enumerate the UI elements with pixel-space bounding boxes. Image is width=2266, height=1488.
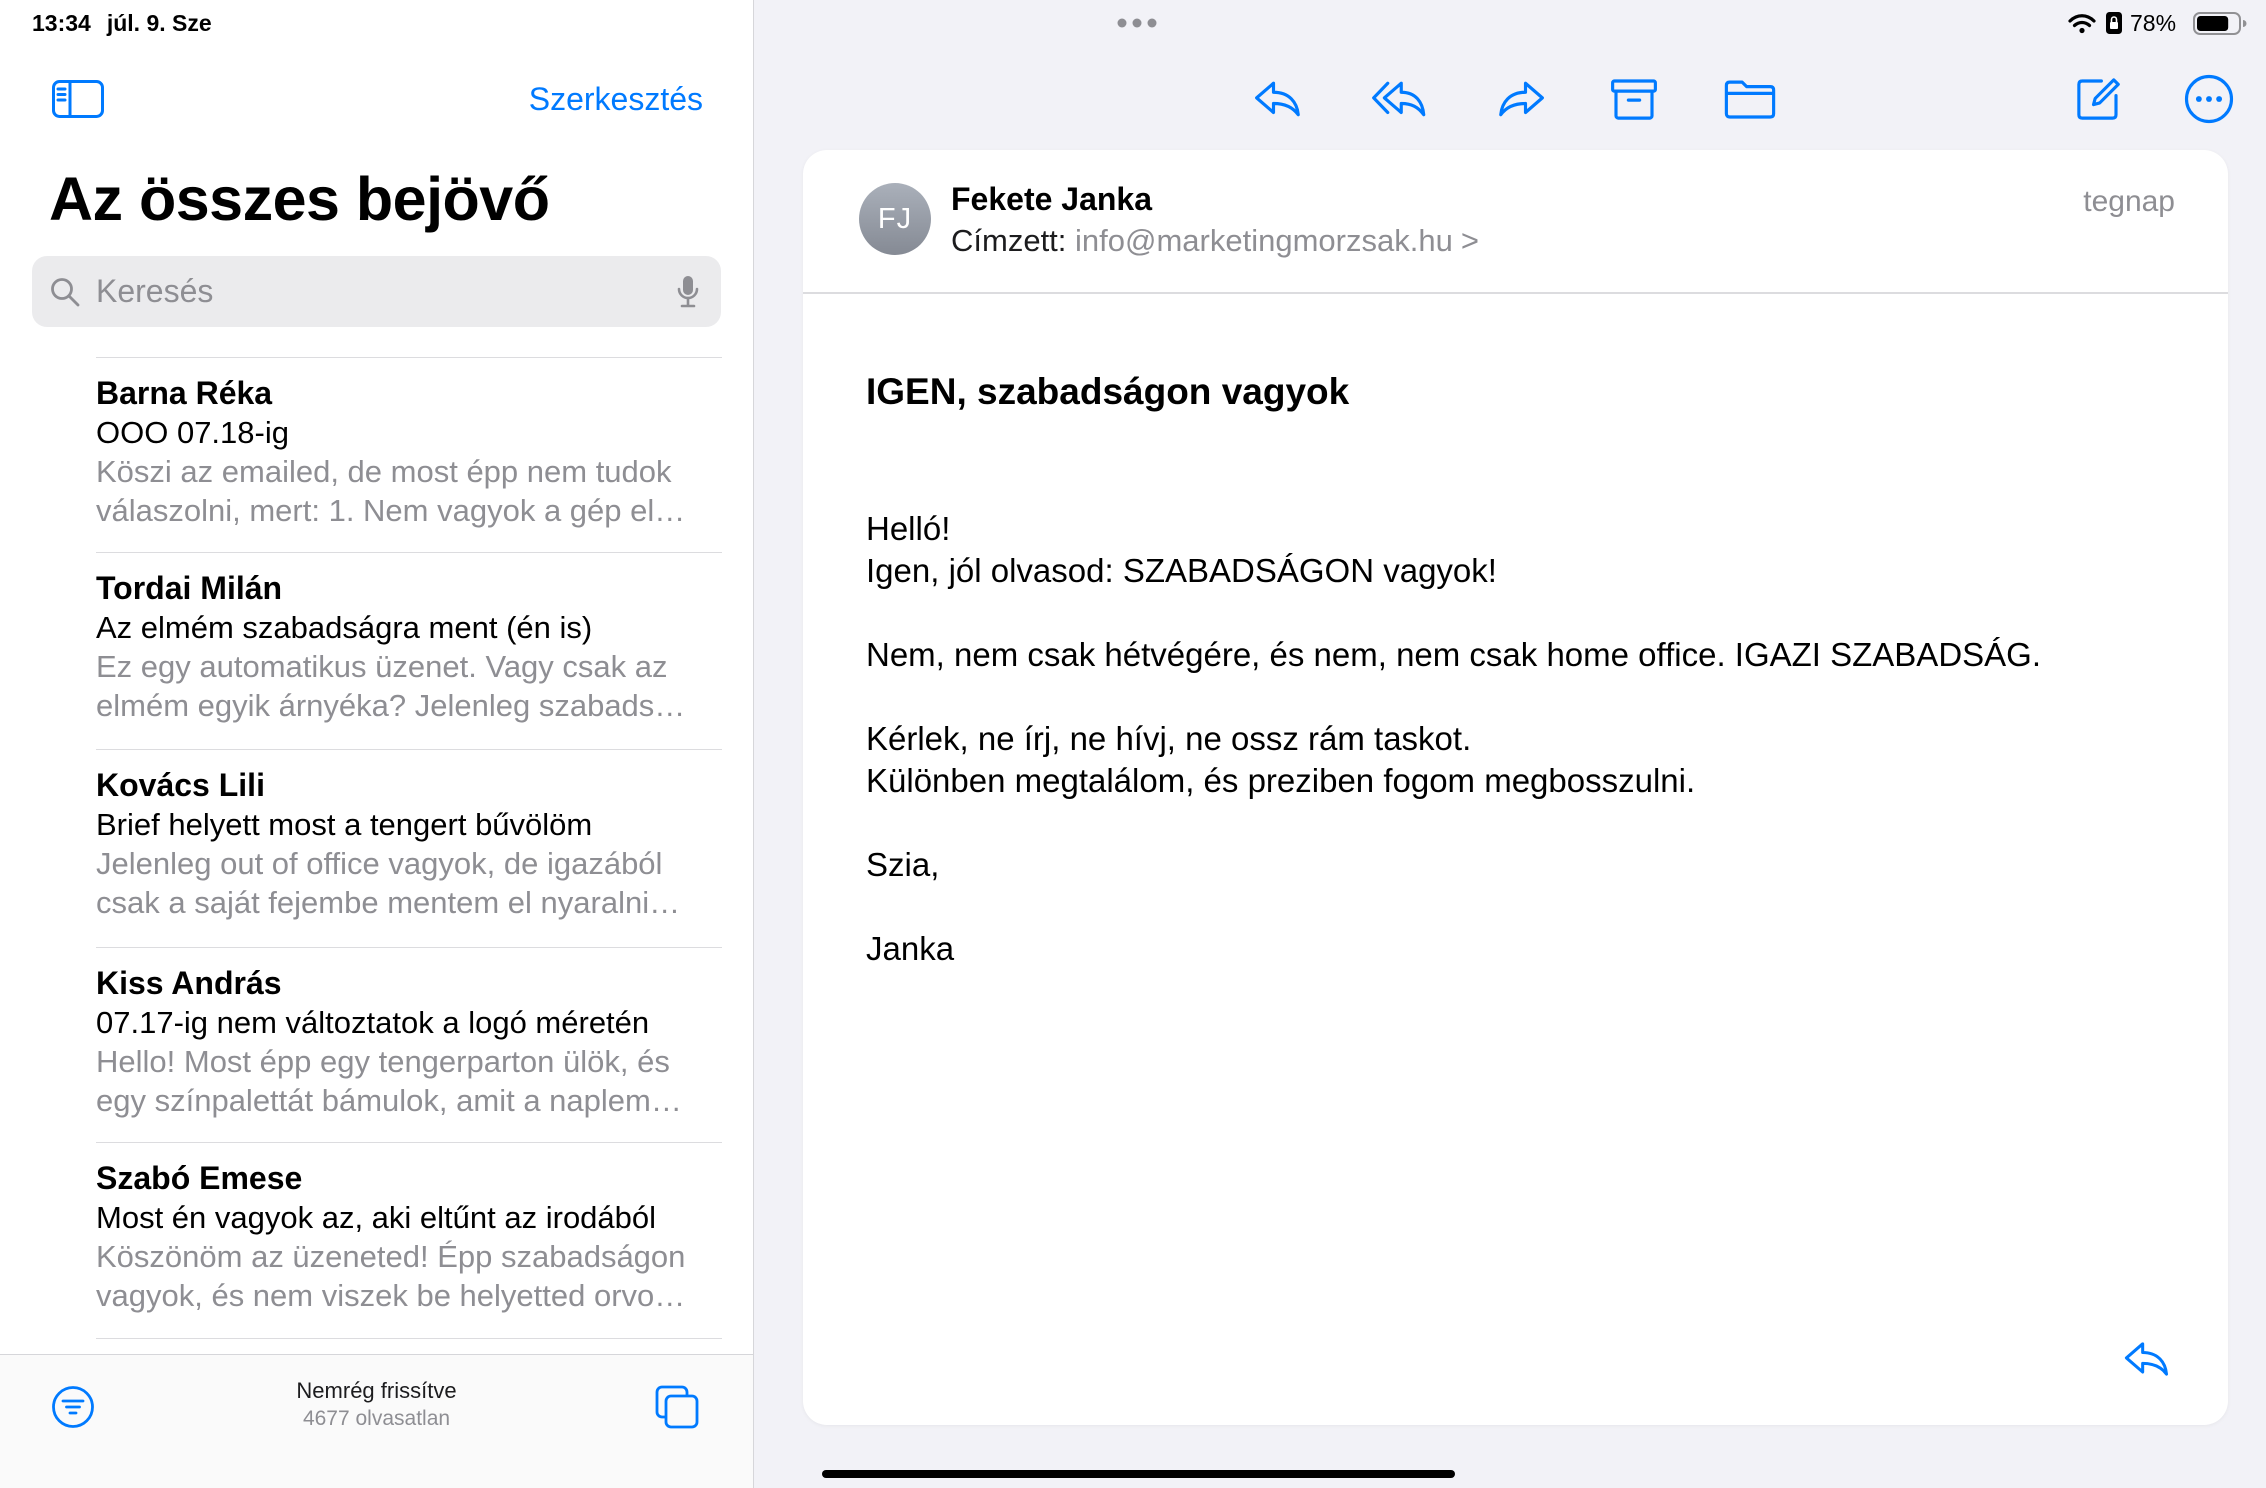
message-preview-line: Jelenleg out of office vagyok, de igazából	[96, 846, 663, 881]
reply-icon	[2121, 1333, 2173, 1385]
body-paragraph	[866, 634, 2186, 676]
reply-all-icon	[1372, 72, 1426, 126]
compose-icon	[2071, 72, 2125, 126]
message-preview-line: csak a saját fejembe mentem el nyaralni…	[96, 885, 681, 920]
orientation-lock-icon	[2105, 11, 2123, 35]
recipient-label: Címzett:	[951, 223, 1067, 258]
folder-icon	[1723, 72, 1777, 126]
mailbox-sidebar	[0, 0, 754, 1488]
message-list-item[interactable]	[96, 749, 722, 944]
message-list-item[interactable]	[96, 552, 722, 747]
status-date: júl. 9. Sze	[106, 10, 212, 36]
message-subject: Az elmém szabadságra ment (én is)	[96, 610, 593, 645]
message-date: tegnap	[2083, 185, 2175, 218]
search-placeholder: Keresés	[96, 273, 214, 309]
status-time: 13:34	[32, 10, 91, 36]
body-paragraph	[866, 718, 2186, 802]
body-paragraph	[866, 844, 2186, 886]
battery-percentage: 78%	[2130, 10, 2177, 36]
home-indicator[interactable]	[822, 1470, 1455, 1478]
compose-button[interactable]	[2071, 72, 2125, 126]
status-time-date	[32, 8, 212, 38]
more-actions-button[interactable]	[2182, 72, 2236, 126]
recipient-chevron[interactable]: >	[1460, 223, 1479, 258]
archive-button[interactable]	[1607, 72, 1661, 126]
sender-name[interactable]: Fekete Janka	[951, 181, 1153, 217]
body-line: Helló!	[866, 510, 951, 547]
message-subject: 07.17-ig nem változtatok a logó méretén	[96, 1005, 650, 1040]
message-preview-line: Köszi az emailed, de most épp nem tudok	[96, 454, 672, 489]
message-preview-line: Köszönöm az üzeneted! Épp szabadságon	[96, 1239, 686, 1274]
message-preview-line: válaszolni, mert: 1. Nem vagyok a gép el…	[96, 493, 686, 528]
message-subject: Brief helyett most a tengert bűvölöm	[96, 807, 593, 842]
more-icon	[2182, 72, 2236, 126]
message-preview-line: Hello! Most épp egy tengerparton ülök, és	[96, 1044, 670, 1079]
sidebar-footer	[0, 1354, 753, 1488]
list-divider	[96, 1338, 722, 1339]
archive-icon	[1607, 72, 1661, 126]
recipient-address[interactable]: info@marketingmorzsak.hu	[1075, 223, 1453, 258]
body-paragraph	[866, 508, 2186, 592]
multitasking-dots-icon[interactable]	[1113, 16, 1161, 30]
message-subject: OOO 07.18-ig	[96, 415, 289, 450]
body-line: Nem, nem csak hétvégére, és nem, nem csak home office. IGAZI SZABADSÁG.	[866, 636, 2042, 673]
sender-avatar[interactable]: FJ	[859, 183, 931, 255]
body-line: Különben megtalálom, és preziben fogom megbosszulni.	[866, 762, 1696, 799]
message-sender: Kovács Lili	[96, 767, 265, 803]
message-sender: Tordai Milán	[96, 570, 283, 606]
message-subject: Most én vagyok az, aki eltűnt az irodából	[96, 1200, 657, 1235]
reply-icon	[1251, 72, 1305, 126]
mailbox-title: Az összes bejövő	[49, 165, 550, 233]
search-icon	[49, 276, 81, 308]
wifi-icon	[2068, 13, 2096, 34]
message-body	[866, 508, 2186, 1012]
forward-icon	[1494, 72, 1548, 126]
microphone-icon[interactable]	[677, 275, 699, 309]
search-field[interactable]	[32, 256, 721, 327]
forward-button[interactable]	[1494, 72, 1548, 126]
message-list-item[interactable]	[96, 947, 722, 1142]
inline-reply-button[interactable]	[2121, 1333, 2173, 1385]
body-paragraph	[866, 928, 2186, 970]
message-sender: Kiss András	[96, 965, 282, 1001]
message-preview-line: egy színpalettát bámulok, amit a naplem…	[96, 1083, 682, 1118]
update-status: Nemrég frissítve	[296, 1378, 457, 1403]
message-list-item[interactable]	[96, 1142, 722, 1337]
body-line: Kérlek, ne írj, ne hívj, ne ossz rám taskot.	[866, 720, 1472, 757]
header-divider	[803, 292, 2228, 294]
unread-count: 4677 olvasatlan	[302, 1407, 451, 1430]
message-preview-line: elmém egyik árnyéka? Jelenleg szabads…	[96, 688, 686, 723]
battery-icon	[2193, 12, 2247, 35]
message-sender: Szabó Emese	[96, 1160, 303, 1196]
copy-stack-icon	[653, 1383, 701, 1431]
message-preview-line: vagyok, és nem viszek be helyetted orvo…	[96, 1278, 686, 1313]
message-subject-heading: IGEN, szabadságon vagyok	[866, 371, 1350, 412]
sidebar-toggle-icon	[52, 80, 104, 118]
body-line: Szia,	[866, 846, 940, 883]
message-list-item[interactable]	[96, 357, 722, 552]
body-line: Janka	[866, 930, 955, 967]
mailboxes-button[interactable]	[653, 1383, 701, 1431]
body-line: Igen, jól olvasod: SZABADSÁGON vagyok!	[866, 552, 1497, 589]
recipient-line	[951, 221, 1479, 261]
reply-button[interactable]	[1251, 72, 1305, 126]
move-to-folder-button[interactable]	[1723, 72, 1777, 126]
reply-all-button[interactable]	[1372, 72, 1426, 126]
message-preview-line: Ez egy automatikus üzenet. Vagy csak az	[96, 649, 668, 684]
message-sender: Barna Réka	[96, 375, 273, 411]
sidebar-toggle-button[interactable]	[52, 80, 104, 118]
message-card	[803, 150, 2228, 1425]
edit-button[interactable]: Szerkesztés	[528, 81, 703, 117]
